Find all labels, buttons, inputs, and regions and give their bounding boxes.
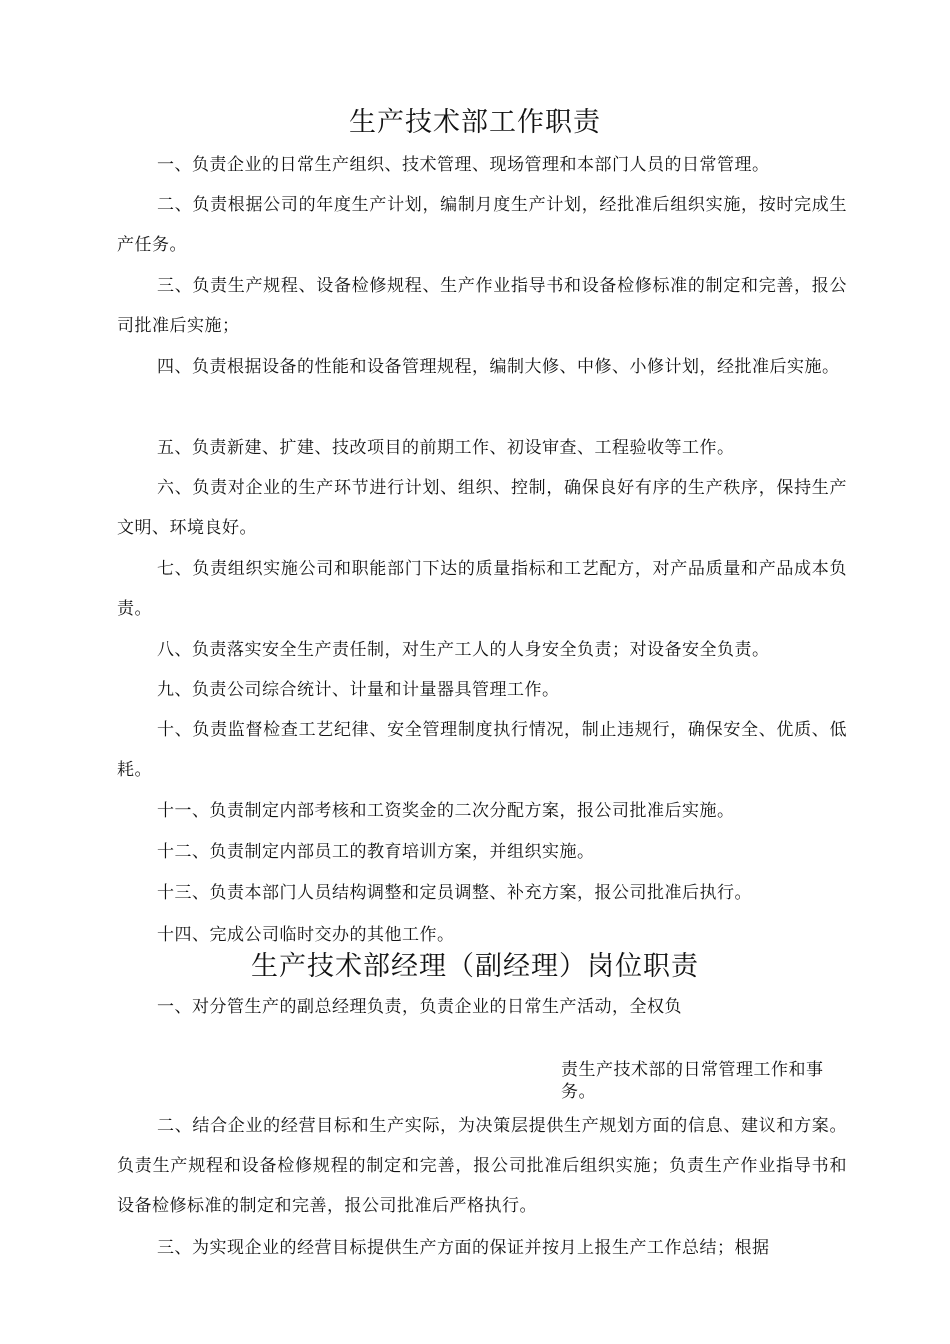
duty-item-14: 十四、完成公司临时交办的其他工作。 — [157, 925, 455, 945]
duty-item-2: 二、负责根据公司的年度生产计划，编制月度生产计划，经批准后组织实施，按时完成生产任务。 — [117, 195, 847, 255]
duty-item-12: 十二、负责制定内部员工的教育培训方案，并组织实施。 — [157, 842, 595, 862]
manager-duty-item-2: 二、结合企业的经营目标和生产实际，为决策层提供生产规划方面的信息、建议和方案。负责生产规程和设备检修规程的制定和完善，报公司批准后组织实施；负责生产作业指导书和设备检修标准的制定和完善，报公司批准后严格执行。 — [117, 1116, 847, 1216]
section-title-department-duties: 生产技术部工作职责 — [349, 107, 601, 138]
manager-duty-item-1: 一、对分管生产的副总经理负责，负责企业的日常生产活动，全权负 — [157, 997, 682, 1017]
manager-duty-item-1-continued: 责生产技术部的日常管理工作和事务。 — [561, 1060, 824, 1102]
duty-item-3: 三、负责生产规程、设备检修规程、生产作业指导书和设备检修标准的制定和完善，报公司批准后实施； — [117, 276, 847, 336]
manager-duty-item-3: 三、为实现企业的经营目标提供生产方面的保证并按月上报生产工作总结；根据 — [157, 1238, 770, 1258]
duty-item-4: 四、负责根据设备的性能和设备管理规程，编制大修、中修、小修计划，经批准后实施。 — [157, 357, 840, 377]
duty-item-11: 十一、负责制定内部考核和工资奖金的二次分配方案，报公司批准后实施。 — [157, 801, 735, 821]
duty-item-7: 七、负责组织实施公司和职能部门下达的质量指标和工艺配方，对产品质量和产品成本负责。 — [117, 559, 847, 619]
duty-item-9: 九、负责公司综合统计、计量和计量器具管理工作。 — [157, 680, 560, 700]
duty-item-1: 一、负责企业的日常生产组织、技术管理、现场管理和本部门人员的日常管理。 — [157, 155, 770, 175]
duty-item-5: 五、负责新建、扩建、技改项目的前期工作、初设审查、工程验收等工作。 — [157, 438, 735, 458]
duty-item-10: 十、负责监督检查工艺纪律、安全管理制度执行情况，制止违规行，确保安全、优质、低耗。 — [117, 720, 847, 780]
section-title-manager-duties: 生产技术部经理（副经理）岗位职责 — [251, 951, 699, 982]
duty-item-13: 十三、负责本部门人员结构调整和定员调整、补充方案，报公司批准后执行。 — [157, 883, 752, 903]
duty-item-6: 六、负责对企业的生产环节进行计划、组织、控制，确保良好有序的生产秩序，保持生产文明、环境良好。 — [117, 478, 847, 538]
duty-item-8: 八、负责落实安全生产责任制，对生产工人的人身安全负责；对设备安全负责。 — [157, 640, 770, 660]
